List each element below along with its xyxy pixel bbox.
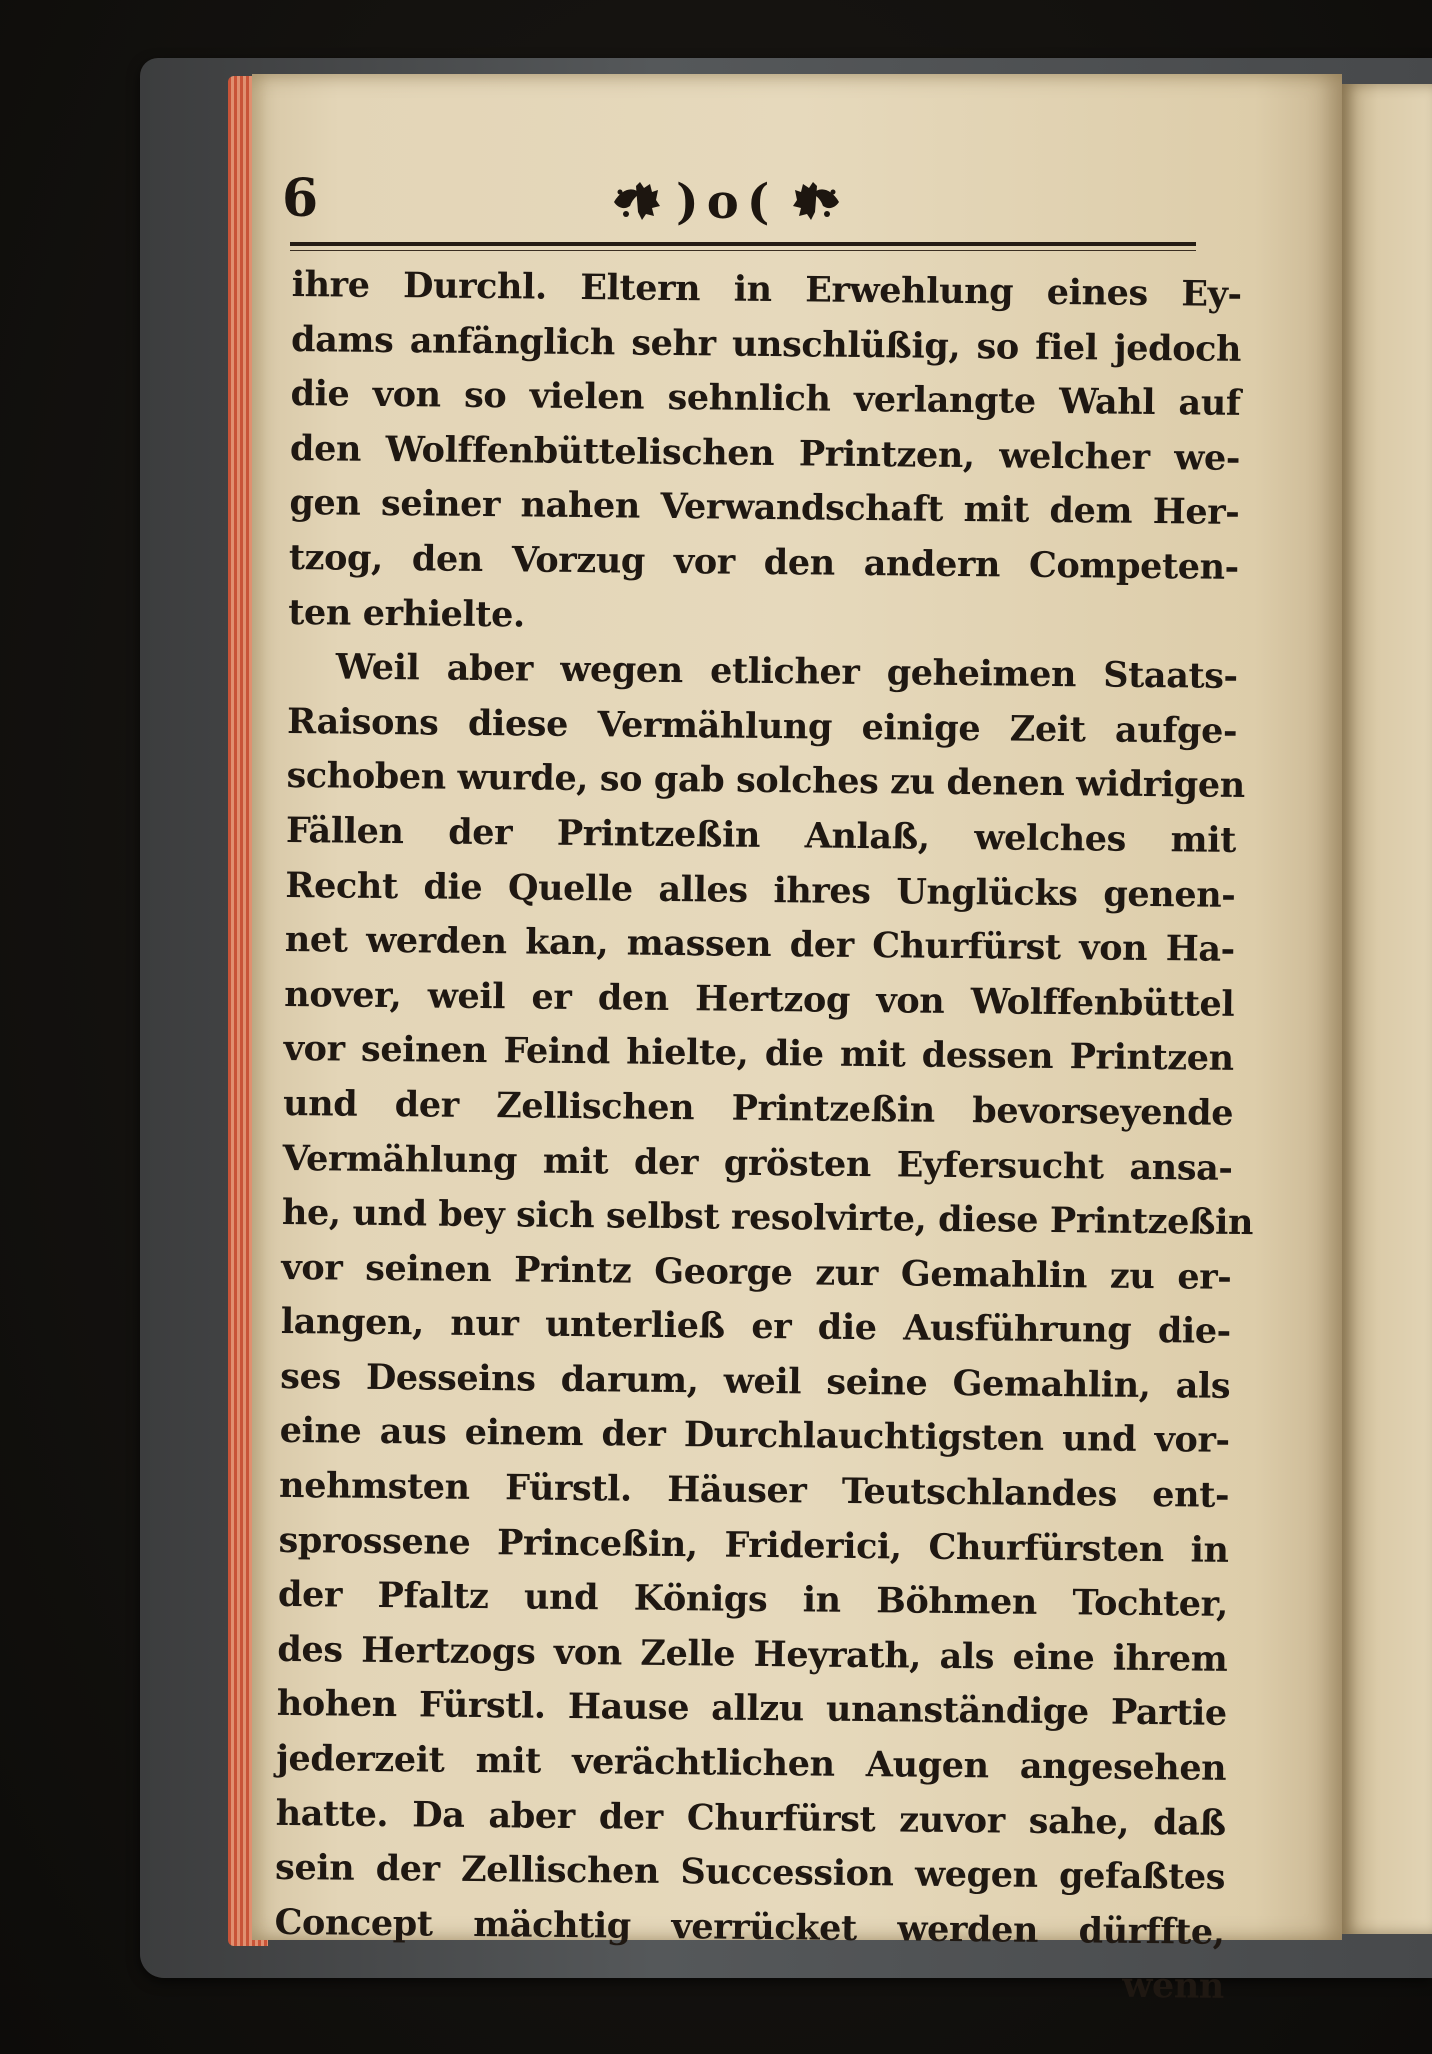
text-line: Vermählung mit der grösten Eyfersucht ansa- (282, 1137, 1233, 1189)
text-line: der Pfaltz und Königs in Böhmen Tochter, (277, 1574, 1229, 1626)
text-line: und der Zellischen Printzeßin bevorseyende (282, 1082, 1234, 1134)
text-line: hohen Fürstl. Hause allzu unanständige Partie (276, 1683, 1228, 1735)
page-number: 6 (282, 168, 319, 229)
text-line: des Hertzogs von Zelle Heyrath, als eine ihrem (277, 1628, 1228, 1680)
text-line: he, und bey sich selbst resolvirte, diese Printzeßin (281, 1192, 1254, 1244)
text-line: ten erhielte. (288, 591, 526, 636)
text-line: sein der Zellischen Succession wegen gefaßtes (274, 1847, 1226, 1899)
header-rule (290, 242, 1196, 246)
text-line: eine aus einem der Durchlauchtigsten und vor- (279, 1410, 1230, 1462)
text-line: langen, nur unterließ er die Ausführung die- (280, 1301, 1232, 1353)
text-line: jederzeit mit verächtlichen Augen angesehen (276, 1737, 1227, 1789)
text-line: schoben wurde, so gab solches zu denen widrigen (286, 755, 1245, 807)
header-ornament-text: )o( (676, 174, 778, 230)
header-ornament (610, 172, 910, 232)
text-line: hatte. Da aber der Churfürst zuvor sahe, daß (275, 1792, 1226, 1844)
text-line: Concept mächtig verrücket werden dürffte, (274, 1901, 1225, 1953)
text-line: ses Desseins darum, weil seine Gemahlin, als (280, 1355, 1231, 1407)
catchword: wenn (1122, 1965, 1225, 2008)
text-line: ihre Durchl. Eltern in Erwehlung eines Ey- (291, 263, 1242, 315)
text-line: die von so vielen sehnlich verlangte Wahl auf (290, 373, 1241, 425)
text-line: sprossene Princeßin, Friderici, Churfürsten in (278, 1519, 1229, 1571)
text-line: gen seiner nahen Verwandschaft mit dem Her- (289, 482, 1240, 534)
fleuron-right-icon (791, 180, 843, 224)
text-line: nehmsten Fürstl. Häuser Teutschlandes ent- (278, 1464, 1230, 1516)
facing-page-edge (1342, 84, 1432, 1934)
fleuron-left-icon (610, 180, 662, 224)
text-line: Raisons diese Vermählung einige Zeit aufge- (286, 700, 1238, 752)
text-line: vor seinen Feind hielte, die mit dessen Printzen (283, 1028, 1234, 1080)
text-line: Recht die Quelle alles ihres Unglücks genen- (285, 864, 1236, 916)
text-line: vor seinen Printz George zur Gemahlin zu er- (281, 1246, 1232, 1298)
text-line: tzog, den Vorzug vor den andern Competen- (288, 536, 1240, 588)
header-rule-thin (290, 250, 1196, 251)
text-line: dams anfänglich sehr unschlüßig, so fiel jedoch (290, 318, 1242, 370)
text-line: den Wolffenbüttelischen Printzen, welcher we- (289, 427, 1241, 479)
body-text (274, 258, 1254, 2015)
text-line: Fällen der Printzeßin Anlaß, welches mit (285, 809, 1237, 861)
text-line: nover, weil er den Hertzog von Wolffenbüttel (284, 973, 1235, 1025)
text-line: net werden kan, massen der Churfürst von Ha- (284, 919, 1236, 971)
text-line: Weil aber wegen etlicher geheimen Staats- (335, 646, 1238, 698)
